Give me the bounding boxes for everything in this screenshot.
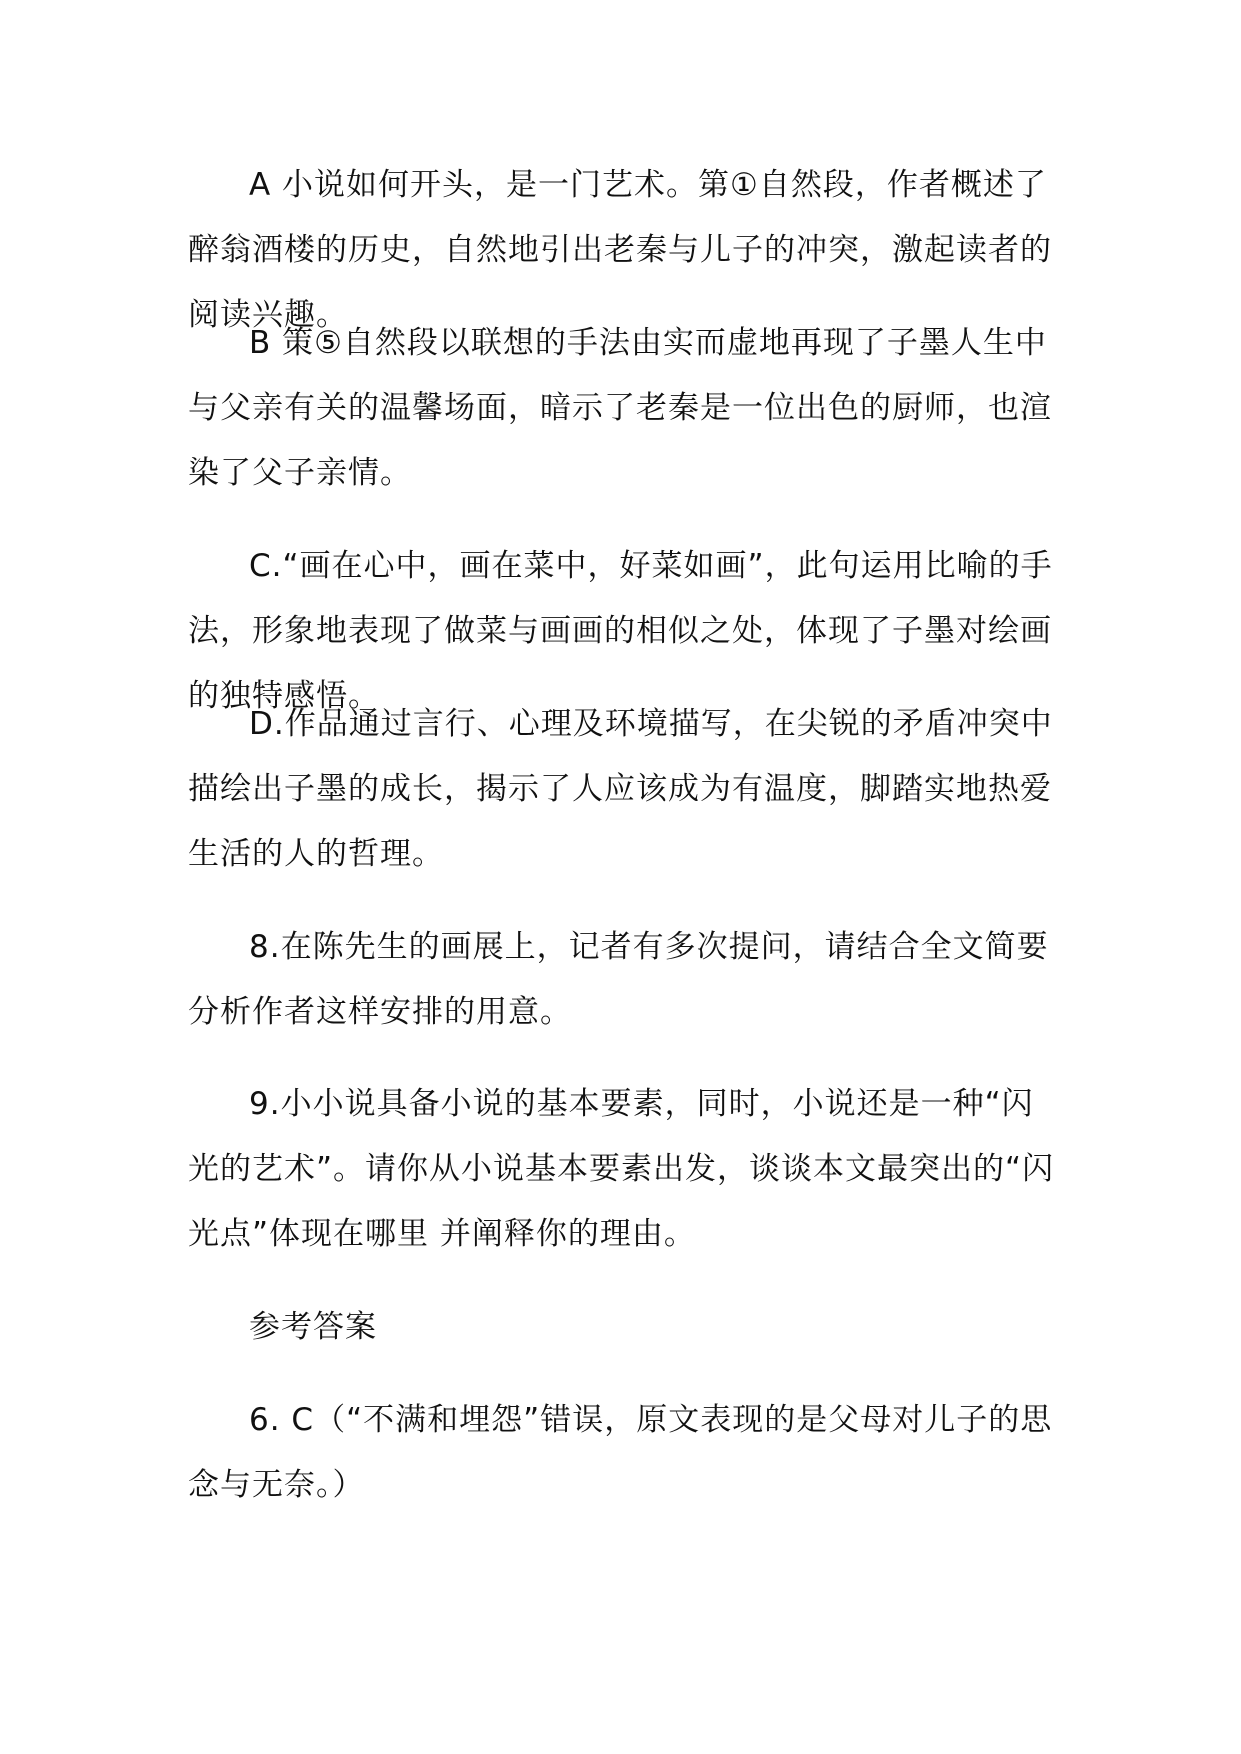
answer-6-paragraph: 6. C（“不满和埋怨”错误，原文表现的是父母对儿子的思念与无奈。） — [188, 1402, 1053, 1503]
option-b-paragraph: B 策⑤自然段以联想的手法由实而虚地再现了子墨人生中与父亲有关的温馨场面，暗示了老秦是一位出色的厨师，也渲染了父子亲情。 — [188, 325, 1052, 491]
answer-heading: 参考答案 — [249, 1309, 377, 1345]
option-a-paragraph: A 小说如何开头，是一门艺术。第①自然段，作者概述了醉翁酒楼的历史，自然地引出老秦与儿子的冲突，激起读者的阅读兴趣。 — [188, 167, 1052, 333]
option-d-paragraph: D.作品通过言行、心理及环境描写，在尖锐的矛盾冲突中描绘出子墨的成长，揭示了人应该成为有温度，脚踏实地热爱生活的人的哲理。 — [188, 706, 1053, 872]
question-8-paragraph: 8.在陈先生的画展上，记者有多次提问，请结合全文简要分析作者这样安排的用意。 — [188, 929, 1049, 1030]
option-c-paragraph: C.“画在心中，画在菜中，好菜如画”，此句运用比喻的手法，形象地表现了做菜与画画的相似之处，体现了子墨对绘画的独特感悟。 — [188, 548, 1053, 714]
question-9-paragraph: 9.小小说具备小说的基本要素，同时，小说还是一种“闪光的艺术”。请你从小说基本要素出发，谈谈本文最突出的“闪光点”体现在哪里 并阐释你的理由。 — [188, 1086, 1055, 1252]
